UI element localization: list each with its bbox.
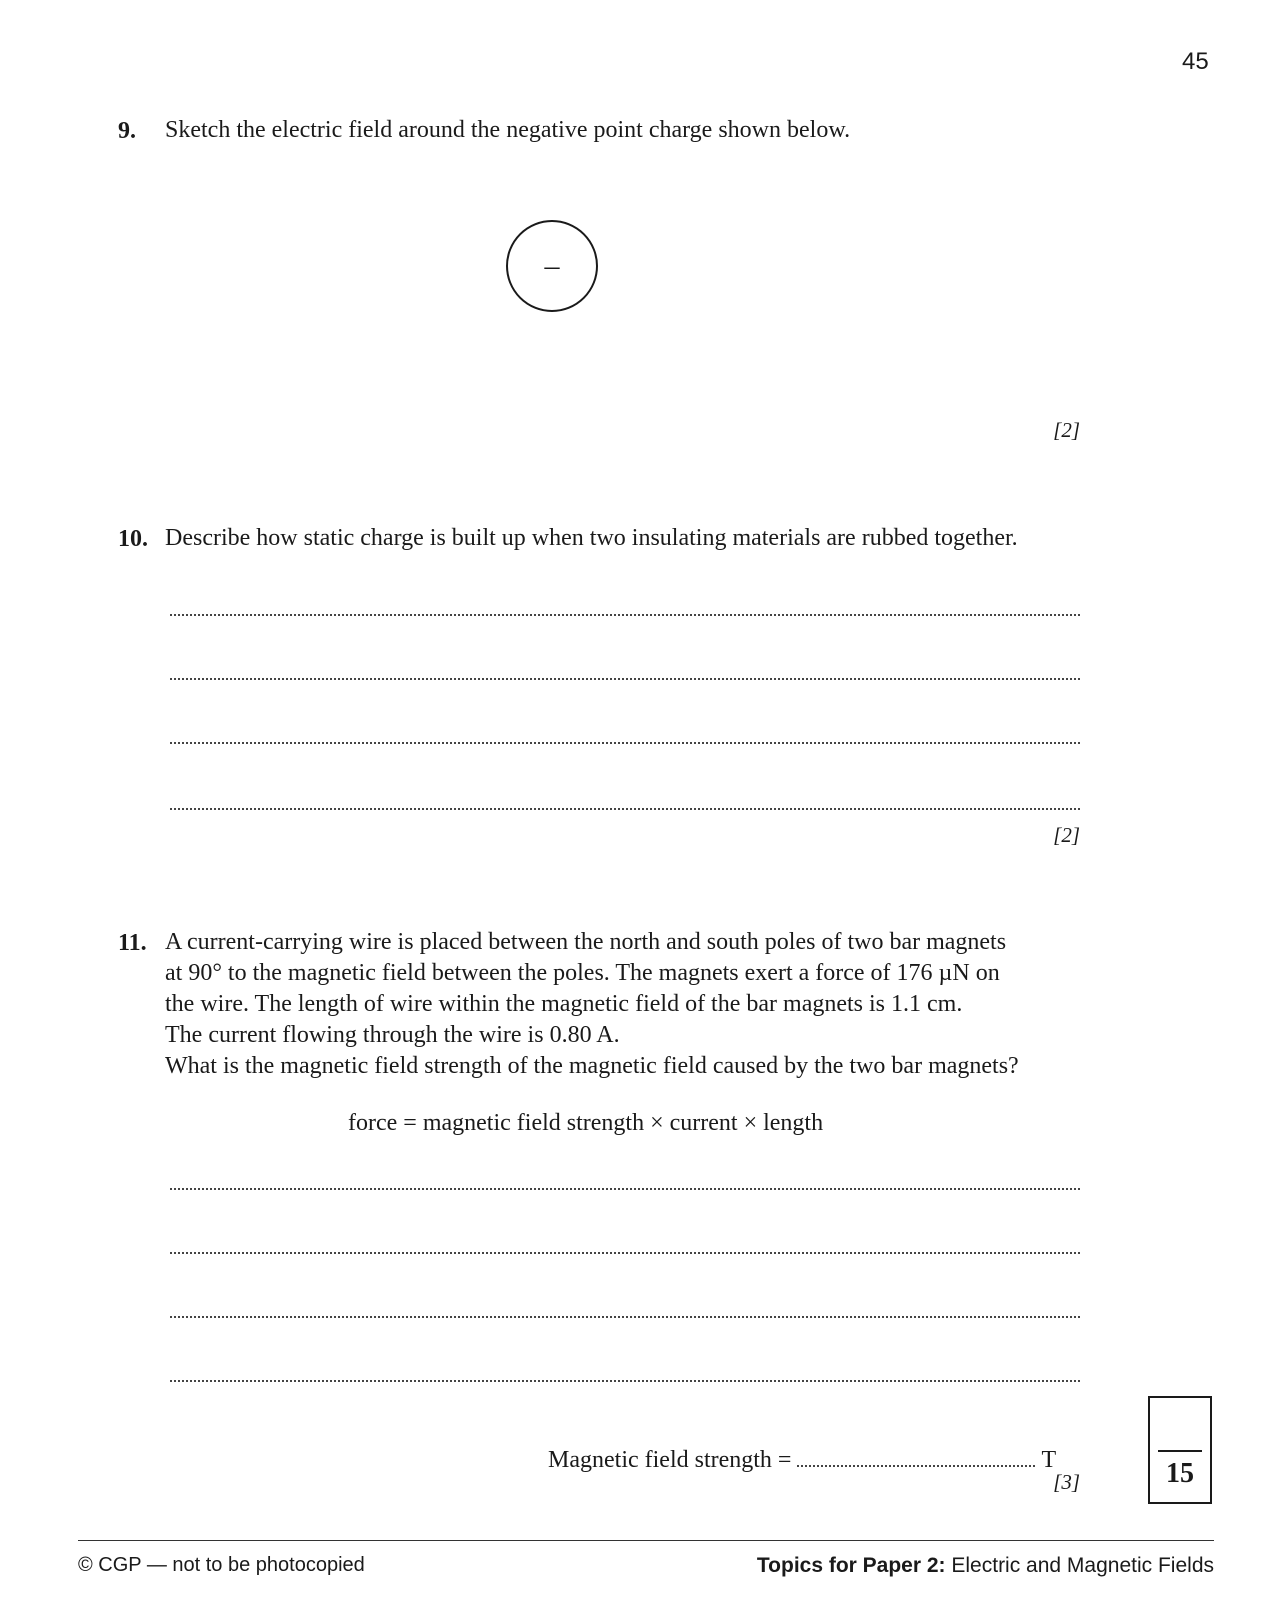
charge-symbol: – [544, 249, 560, 282]
footer-topic-bold: Topics for Paper 2: [756, 1554, 946, 1577]
score-divider [1158, 1450, 1202, 1452]
question-10-text: Describe how static charge is built up when two insulating materials are rubbed together. [165, 525, 1018, 551]
answer-line[interactable] [170, 1252, 1080, 1254]
answer-input[interactable] [797, 1447, 1035, 1467]
answer-unit: T [1041, 1447, 1057, 1473]
question-11-number: 11. [118, 930, 147, 956]
footer-topic [757, 1554, 1214, 1578]
question-11-line: A current-carrying wire is placed between the north and south poles of two bar magnets [165, 929, 1007, 955]
score-box [1148, 1396, 1212, 1504]
question-11-line: at 90° to the magnetic field between the poles. The magnets exert a force of 176 µN on [165, 960, 1000, 986]
footer-divider [78, 1540, 1214, 1541]
footer-topic-rest: Electric and Magnetic Fields [945, 1554, 1214, 1577]
equation: force = magnetic field strength × current × length [348, 1110, 824, 1136]
page-number: 45 [1182, 48, 1209, 75]
answer-line[interactable] [170, 1188, 1080, 1190]
question-10-marks: [2] [1053, 823, 1080, 847]
score-total: 15 [1166, 1458, 1194, 1489]
footer-copyright: © CGP — not to be photocopied [78, 1554, 365, 1576]
answer-row [548, 1447, 1056, 1474]
question-9-marks: [2] [1053, 418, 1080, 442]
question-9-text: Sketch the electric field around the negative point charge shown below. [165, 117, 851, 143]
negative-charge [506, 220, 598, 312]
answer-line[interactable] [170, 742, 1080, 744]
answer-line[interactable] [170, 1316, 1080, 1318]
answer-line[interactable] [170, 614, 1080, 616]
question-11-line: the wire. The length of wire within the magnetic field of the bar magnets is 1.1 cm. [165, 991, 963, 1017]
question-11-line: The current flowing through the wire is 0.80 A. [165, 1022, 620, 1048]
question-10-number: 10. [118, 526, 148, 552]
question-11-line: What is the magnetic field strength of the magnetic field caused by the two bar magnets? [165, 1053, 1019, 1079]
answer-line[interactable] [170, 808, 1080, 810]
answer-label: Magnetic field strength = [548, 1447, 792, 1473]
answer-line[interactable] [170, 678, 1080, 680]
answer-line[interactable] [170, 1380, 1080, 1382]
question-11-marks: [3] [1053, 1470, 1080, 1494]
question-11-text [165, 927, 1019, 1082]
question-9-number: 9. [118, 118, 136, 144]
